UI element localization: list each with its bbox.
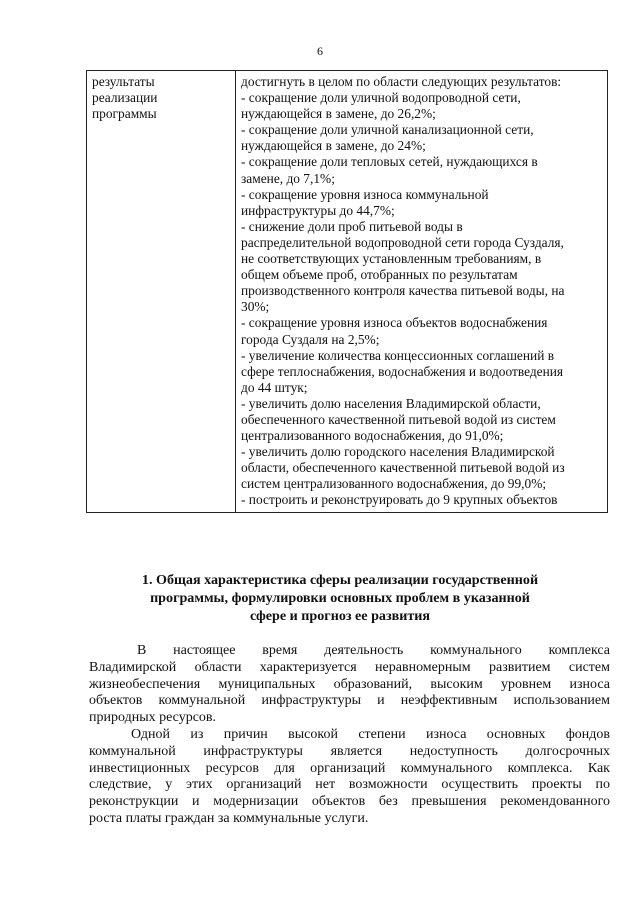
heading-line: сфере и прогноз ее развития xyxy=(249,608,431,624)
content-line: замене, до 7,1%; xyxy=(241,170,335,186)
paragraph-line: В настоящее время деятельность коммунального комплекса xyxy=(137,643,610,658)
content-line: не соответствующих установленным требованиям, в xyxy=(241,251,542,267)
content-line: производственного контроля качества питьевой воды, на xyxy=(241,283,565,299)
content-line: - снижение доли проб питьевой воды в xyxy=(241,218,463,234)
content-line: - сокращение доли тепловых сетей, нуждающихся в xyxy=(241,154,538,170)
content-line: централизованного водоснабжения, до 91,0%; xyxy=(241,428,504,444)
heading-line: 1. Общая характеристика сферы реализации государственной xyxy=(141,572,539,588)
table-row xyxy=(87,71,608,513)
content-line: 30%; xyxy=(241,299,270,315)
paragraph-2 xyxy=(89,727,610,828)
content-line: - увеличение количества концессионных соглашений в xyxy=(241,347,555,363)
paragraph-line: жизнеобеспечения муниципальных образований, высоким уровнем износа xyxy=(89,676,610,692)
content-line: достигнуть в целом по области следующих результатов: xyxy=(241,74,562,89)
content-line: нуждающейся в замене, до 24%; xyxy=(241,138,426,154)
content-line: систем централизованного водоснабжения, до 99,0%; xyxy=(241,476,547,492)
content-line: - сокращение уровня износа коммунальной xyxy=(241,186,489,202)
content-line: распределительной водопроводной сети города Суздаля, xyxy=(241,234,564,250)
content-line: - сокращение уровня износа объектов водоснабжения xyxy=(241,315,548,331)
page-number: 6 xyxy=(317,44,323,58)
table-label-cell xyxy=(87,71,236,513)
paragraph-line: Одной из причин высокой степени износа основных фондов xyxy=(131,727,610,742)
section-heading xyxy=(100,571,580,625)
content-line: города Суздаля на 2,5%; xyxy=(241,331,380,347)
paragraph-line: реконструкции и модернизации объектов без превышения рекомендованного xyxy=(89,794,610,810)
content-line: обеспеченного качественной питьевой водой из систем xyxy=(241,411,556,427)
content-line: - построить и реконструировать до 9 крупных объектов xyxy=(241,492,558,508)
paragraph-line: Владимирской области характеризуется неравномерным развитием систем xyxy=(89,659,610,675)
content-line: общем объеме проб, отобранных по результатам xyxy=(241,267,518,283)
paragraph-line: коммунальной инфраструктуры является недоступность долгосрочных xyxy=(89,743,610,759)
paragraph-line: объектов коммунальной инфраструктуры и неэффективным использованием xyxy=(89,693,610,709)
content-line: - сокращение доли уличной водопроводной сети, xyxy=(241,90,521,106)
paragraph-1 xyxy=(89,643,610,727)
heading-line: программы, формулировки основных проблем в указанной xyxy=(150,590,530,606)
label-line: результаты xyxy=(92,74,155,89)
label-line: реализации xyxy=(92,90,158,106)
content-line: до 44 штук; xyxy=(241,379,308,395)
content-line: - увеличить долю населения Владимирской области, xyxy=(241,395,541,411)
content-line: - сокращение доли уличной канализационной сети, xyxy=(241,122,534,138)
content-line: сфере теплоснабжения, водоснабжения и водоотведения xyxy=(241,363,564,379)
paragraph-line: следствие, у этих организаций нет возможности осуществить проекты по xyxy=(89,777,610,793)
program-results-table xyxy=(86,70,608,513)
content-line: - увеличить долю городского населения Владимирской xyxy=(241,444,555,460)
paragraph-line: роста платы граждан за коммунальные услуги. xyxy=(89,810,369,826)
paragraph-line: природных ресурсов. xyxy=(89,710,217,726)
table-content-cell xyxy=(236,71,608,513)
paragraph-line: инвестиционных ресурсов для организаций коммунального комплекса. Как xyxy=(89,760,610,776)
content-line: нуждающейся в замене, до 26,2%; xyxy=(241,106,436,122)
content-line: области, обеспеченного качественной питьевой водой из xyxy=(241,460,565,476)
label-line: программы xyxy=(92,106,157,122)
content-line: инфраструктуры до 44,7%; xyxy=(241,202,395,218)
